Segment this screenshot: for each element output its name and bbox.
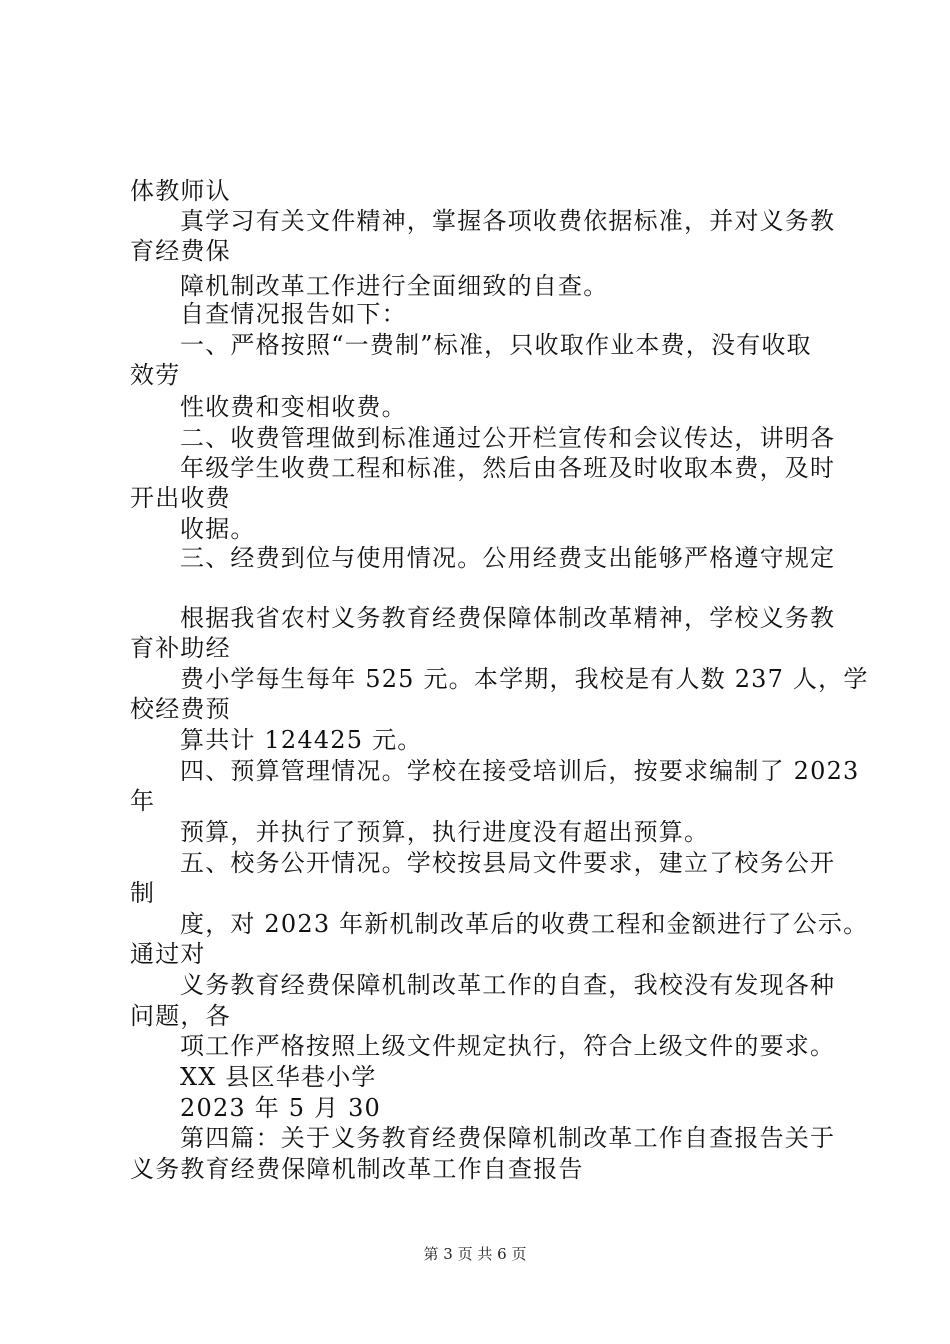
text-line: 项工作严格按照上级文件规定执行，符合上级文件的要求。	[180, 1032, 836, 1060]
text-line: 二、收费管理做到标准通过公开栏宣传和会议传达，讲明各	[180, 424, 836, 452]
text-line: 效劳	[130, 361, 181, 389]
text-line: 校经费预	[130, 695, 231, 723]
text-line: 开出收费	[130, 484, 231, 512]
text-line: 体教师认	[130, 177, 231, 205]
text-line: 第四篇：关于义务教育经费保障机制改革工作自查报告关于	[180, 1124, 836, 1152]
page-number-footer: 第 3 页 共 6 页	[423, 1245, 527, 1263]
text-line: 义务教育经费保障机制改革工作自查报告	[130, 1155, 584, 1183]
text-line: 预算，并执行了预算，执行进度没有超出预算。	[180, 818, 710, 846]
text-line: 2023 年 5 月 30	[180, 1094, 382, 1122]
text-line: 算共计 124425 元。	[180, 726, 423, 754]
text-line: 三、经费到位与使用情况。公用经费支出能够严格遵守规定	[180, 544, 836, 572]
text-line: 育补助经	[130, 634, 231, 662]
text-line: 通过对	[130, 940, 206, 968]
text-line: 真学习有关文件精神，掌握各项收费依据标准，并对义务教	[180, 207, 836, 235]
text-line: 根据我省农村义务教育经费保障体制改革精神，学校义务教	[180, 604, 836, 632]
text-line: 问题，各	[130, 1002, 231, 1030]
text-line: 自查情况报告如下：	[180, 300, 407, 328]
text-line: 一、严格按照“一费制”标准，只收取作业本费，没有收取	[180, 331, 812, 359]
text-line: 性收费和变相收费。	[180, 393, 407, 421]
text-line: 义务教育经费保障机制改革工作的自查，我校没有发现各种	[180, 971, 836, 999]
text-line: 收据。	[180, 515, 256, 543]
text-line: XX 县区华巷小学	[180, 1063, 377, 1091]
text-line: 年	[130, 787, 156, 815]
text-line: 育经费保	[130, 237, 231, 265]
text-line: 度，对 2023 年新机制改革后的收费工程和金额进行了公示。	[180, 910, 869, 938]
text-line: 障机制改革工作进行全面细致的自查。	[180, 272, 609, 300]
text-line: 五、校务公开情况。学校按县局文件要求，建立了校务公开	[180, 849, 836, 877]
text-line: 四、预算管理情况。学校在接受培训后，按要求编制了 2023	[180, 757, 860, 785]
text-line: 制	[130, 879, 156, 907]
text-line: 费小学每生每年 525 元。本学期，我校是有人数 237 人，学	[180, 665, 869, 693]
text-line: 年级学生收费工程和标准，然后由各班及时收取本费，及时	[180, 454, 836, 482]
